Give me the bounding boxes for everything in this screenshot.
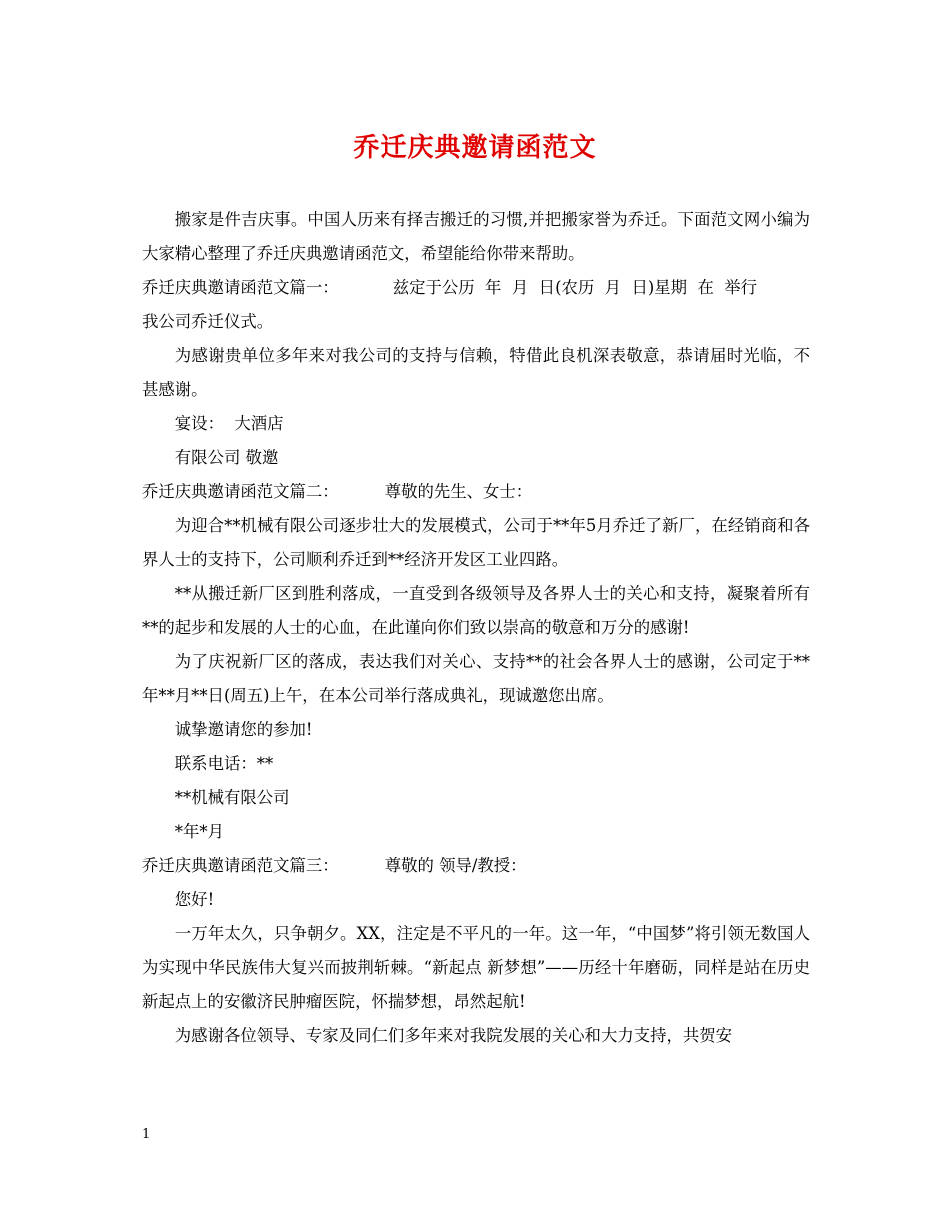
sample1-paragraph: 为感谢贵单位多年来对我公司的支持与信赖，特借此良机深表敬意，恭请届时光临，不甚感谢。 bbox=[142, 346, 810, 399]
sample1-continuation: 我公司乔迁仪式。 bbox=[142, 312, 274, 331]
sample2-phone: 联系电话：** bbox=[174, 754, 274, 773]
sample2-paragraph: **从搬迁新厂区到胜利落成，一直受到各级领导及各界人士的关心和支持，凝聚着所有**的起步和发展的人士的心血，在此谨向你们致以崇高的敬意和万分的感谢! bbox=[142, 584, 810, 637]
sample3-paragraph: 一万年太久，只争朝夕。XX，注定是不平凡的一年。这一年，“中国梦”将引领无数国人为实现中华民族伟大复兴而披荆斩棘。“新起点 新梦想”——历经十年磨砺，同样是站在历史新起点上的安徽济民肿瘤医院，怀揣梦想，昂然起航! bbox=[142, 924, 810, 1011]
sample2-paragraph: 为迎合**机械有限公司逐步壮大的发展模式，公司于**年5月乔迁了新厂，在经销商和各界人士的支持下，公司顺利乔迁到**经济开发区工业四路。 bbox=[142, 516, 810, 569]
sample2-greeting: 尊敬的先生、女士： bbox=[384, 482, 533, 501]
sample1-heading-line bbox=[142, 271, 810, 305]
sample1-signature: 有限公司 敬邀 bbox=[174, 448, 279, 467]
intro-paragraph: 搬家是件吉庆事。中国人历来有择吉搬迁的习惯,并把搬家誉为乔迁。下面范文网小编为大家精心整理了乔迁庆典邀请函范文，希望能给你带来帮助。 bbox=[142, 210, 810, 263]
sample3-paragraph: 为感谢各位领导、专家及同仁们多年来对我院发展的关心和大力支持，共贺安 bbox=[174, 1026, 733, 1045]
sample3-salutation: 您好! bbox=[174, 890, 215, 909]
page-number: 1 bbox=[142, 1127, 151, 1142]
sample1-first-line: 兹定于公历 年 月 日(农历 月 日)星期 在 举行 bbox=[392, 278, 758, 297]
sample2-heading: 乔迁庆典邀请函范文篇二： bbox=[142, 482, 339, 501]
sample2-paragraph: 为了庆祝新厂区的落成，表达我们对关心、支持**的社会各界人士的感谢，公司定于**年**月**日(周五)上午，在本公司举行落成典礼，现诚邀您出席。 bbox=[142, 652, 810, 705]
sample1-heading: 乔迁庆典邀请函范文篇一： bbox=[142, 278, 339, 297]
document-title: 乔迁庆典邀请函范文 bbox=[353, 133, 597, 163]
sample2-heading-line bbox=[142, 475, 810, 509]
sample3-heading-line bbox=[142, 849, 810, 883]
sample2-invitation: 诚挚邀请您的参加! bbox=[174, 720, 313, 739]
document-body bbox=[142, 203, 810, 1053]
sample3-heading: 乔迁庆典邀请函范文篇三： bbox=[142, 856, 339, 875]
sample3-greeting: 尊敬的 领导/教授： bbox=[384, 856, 527, 875]
sample2-date: *年*月 bbox=[174, 822, 224, 841]
sample1-venue: 宴设： 大酒店 bbox=[174, 414, 284, 433]
sample2-company: **机械有限公司 bbox=[174, 788, 290, 807]
